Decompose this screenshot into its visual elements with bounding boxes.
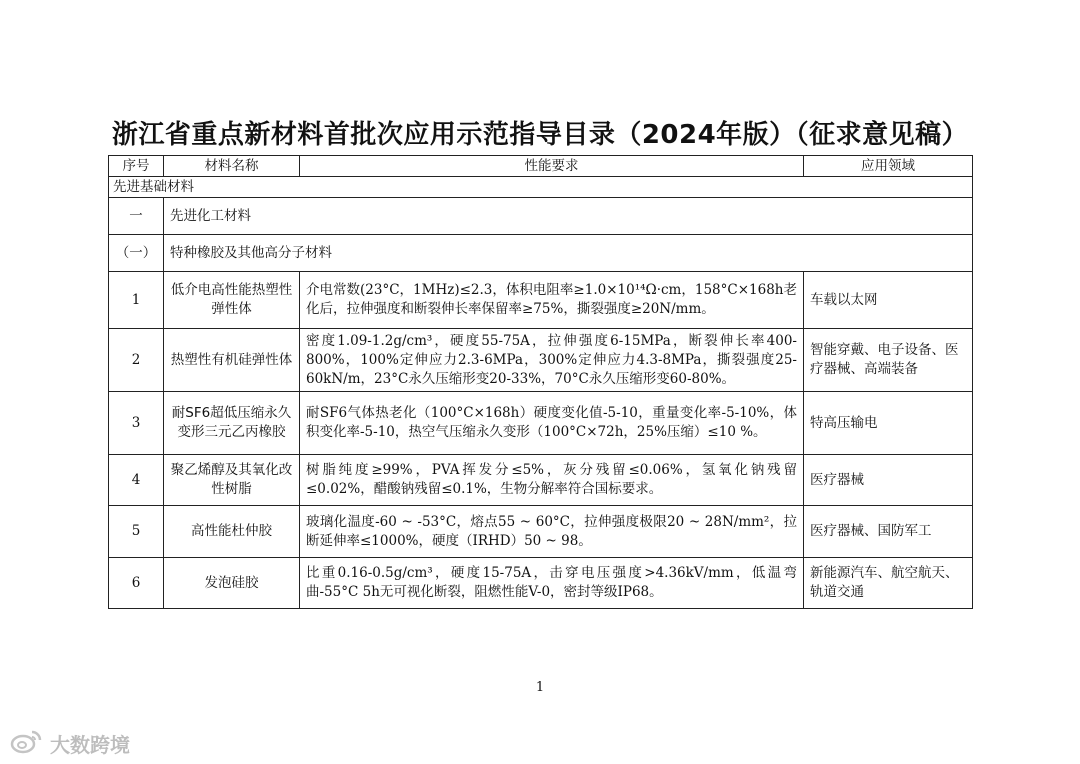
row-application: 特高压输电 xyxy=(804,392,973,455)
header-application: 应用领域 xyxy=(804,156,973,177)
section-row-basic xyxy=(109,177,973,198)
row-number: 1 xyxy=(109,272,164,329)
section-rubber-label: 特种橡胶及其他高分子材料 xyxy=(164,235,973,272)
row-performance: 介电常数(23°C，1MHz)≤2.3，体积电阻率≥1.0×10¹⁴Ω·cm，158°C×168h老化后，拉伸强度和断裂伸长率保留率≥75%，撕裂强度≥20N/mm。 xyxy=(300,272,804,329)
row-material-name: 耐SF6超低压缩永久变形三元乙丙橡胶 xyxy=(164,392,300,455)
row-material-name: 高性能杜仲胶 xyxy=(164,506,300,558)
row-material-name: 低介电高性能热塑性弹性体 xyxy=(164,272,300,329)
section-row-rubber xyxy=(109,235,973,272)
section-row-chemical xyxy=(109,198,973,235)
section-chemical-number: 一 xyxy=(109,198,164,235)
row-performance: 耐SF6气体热老化（100°C×168h）硬度变化值-5-10，重量变化率-5-10%，体积变化率-5-10，热空气压缩永久变形（100°C×72h，25%压缩）≤10 %。 xyxy=(300,392,804,455)
table-row xyxy=(109,558,973,609)
table-row xyxy=(109,329,973,392)
table-row xyxy=(109,392,973,455)
row-performance: 密度1.09-1.2g/cm³，硬度55-75A，拉伸强度6-15MPa，断裂伸长率400-800%，100%定伸应力2.3-6MPa，300%定伸应力4.3-8MPa，撕裂强度25-60kN/m，23°C永久压缩形变20-33%，70°C永久压缩形变60-80%。 xyxy=(300,329,804,392)
table-header-row xyxy=(109,156,973,177)
row-application: 医疗器械、国防军工 xyxy=(804,506,973,558)
document-title: 浙江省重点新材料首批次应用示范指导目录（2024年版）（征求意见稿） xyxy=(111,120,969,150)
row-application: 车载以太网 xyxy=(804,272,973,329)
section-rubber-number: （一） xyxy=(109,235,164,272)
row-material-name: 聚乙烯醇及其氧化改性树脂 xyxy=(164,455,300,506)
header-material-name: 材料名称 xyxy=(164,156,300,177)
table-row xyxy=(109,272,973,329)
table-row xyxy=(109,506,973,558)
row-number: 2 xyxy=(109,329,164,392)
watermark-text: 大数跨境 xyxy=(50,733,130,757)
table-row xyxy=(109,455,973,506)
section-basic-materials: 先进基础材料 xyxy=(109,177,973,198)
row-application: 新能源汽车、航空航天、轨道交通 xyxy=(804,558,973,609)
header-index: 序号 xyxy=(109,156,164,177)
header-performance: 性能要求 xyxy=(300,156,804,177)
row-performance: 树脂纯度≥99%，PVA挥发分≤5%，灰分残留≤0.06%，氢氧化钠残留≤0.02%，醋酸钠残留≤0.1%，生物分解率符合国标要求。 xyxy=(300,455,804,506)
row-material-name: 热塑性有机硅弹性体 xyxy=(164,329,300,392)
row-material-name: 发泡硅胶 xyxy=(164,558,300,609)
page-number: 1 xyxy=(535,680,545,695)
weibo-logo-icon xyxy=(10,728,44,759)
row-performance: 比重0.16-0.5g/cm³，硬度15-75A，击穿电压强度>4.36kV/mm，低温弯曲-55°C 5h无可视化断裂，阻燃性能V-0，密封等级IP68。 xyxy=(300,558,804,609)
materials-table xyxy=(108,155,973,609)
row-application: 医疗器械 xyxy=(804,455,973,506)
watermark xyxy=(10,728,130,759)
row-number: 6 xyxy=(109,558,164,609)
row-performance: 玻璃化温度-60 ~ -53°C，熔点55 ~ 60°C，拉伸强度极限20 ~ 28N/mm²，拉断延伸率≤1000%，硬度（IRHD）50 ~ 98。 xyxy=(300,506,804,558)
row-number: 4 xyxy=(109,455,164,506)
row-application: 智能穿戴、电子设备、医疗器械、高端装备 xyxy=(804,329,973,392)
row-number: 3 xyxy=(109,392,164,455)
row-number: 5 xyxy=(109,506,164,558)
section-chemical-label: 先进化工材料 xyxy=(164,198,973,235)
